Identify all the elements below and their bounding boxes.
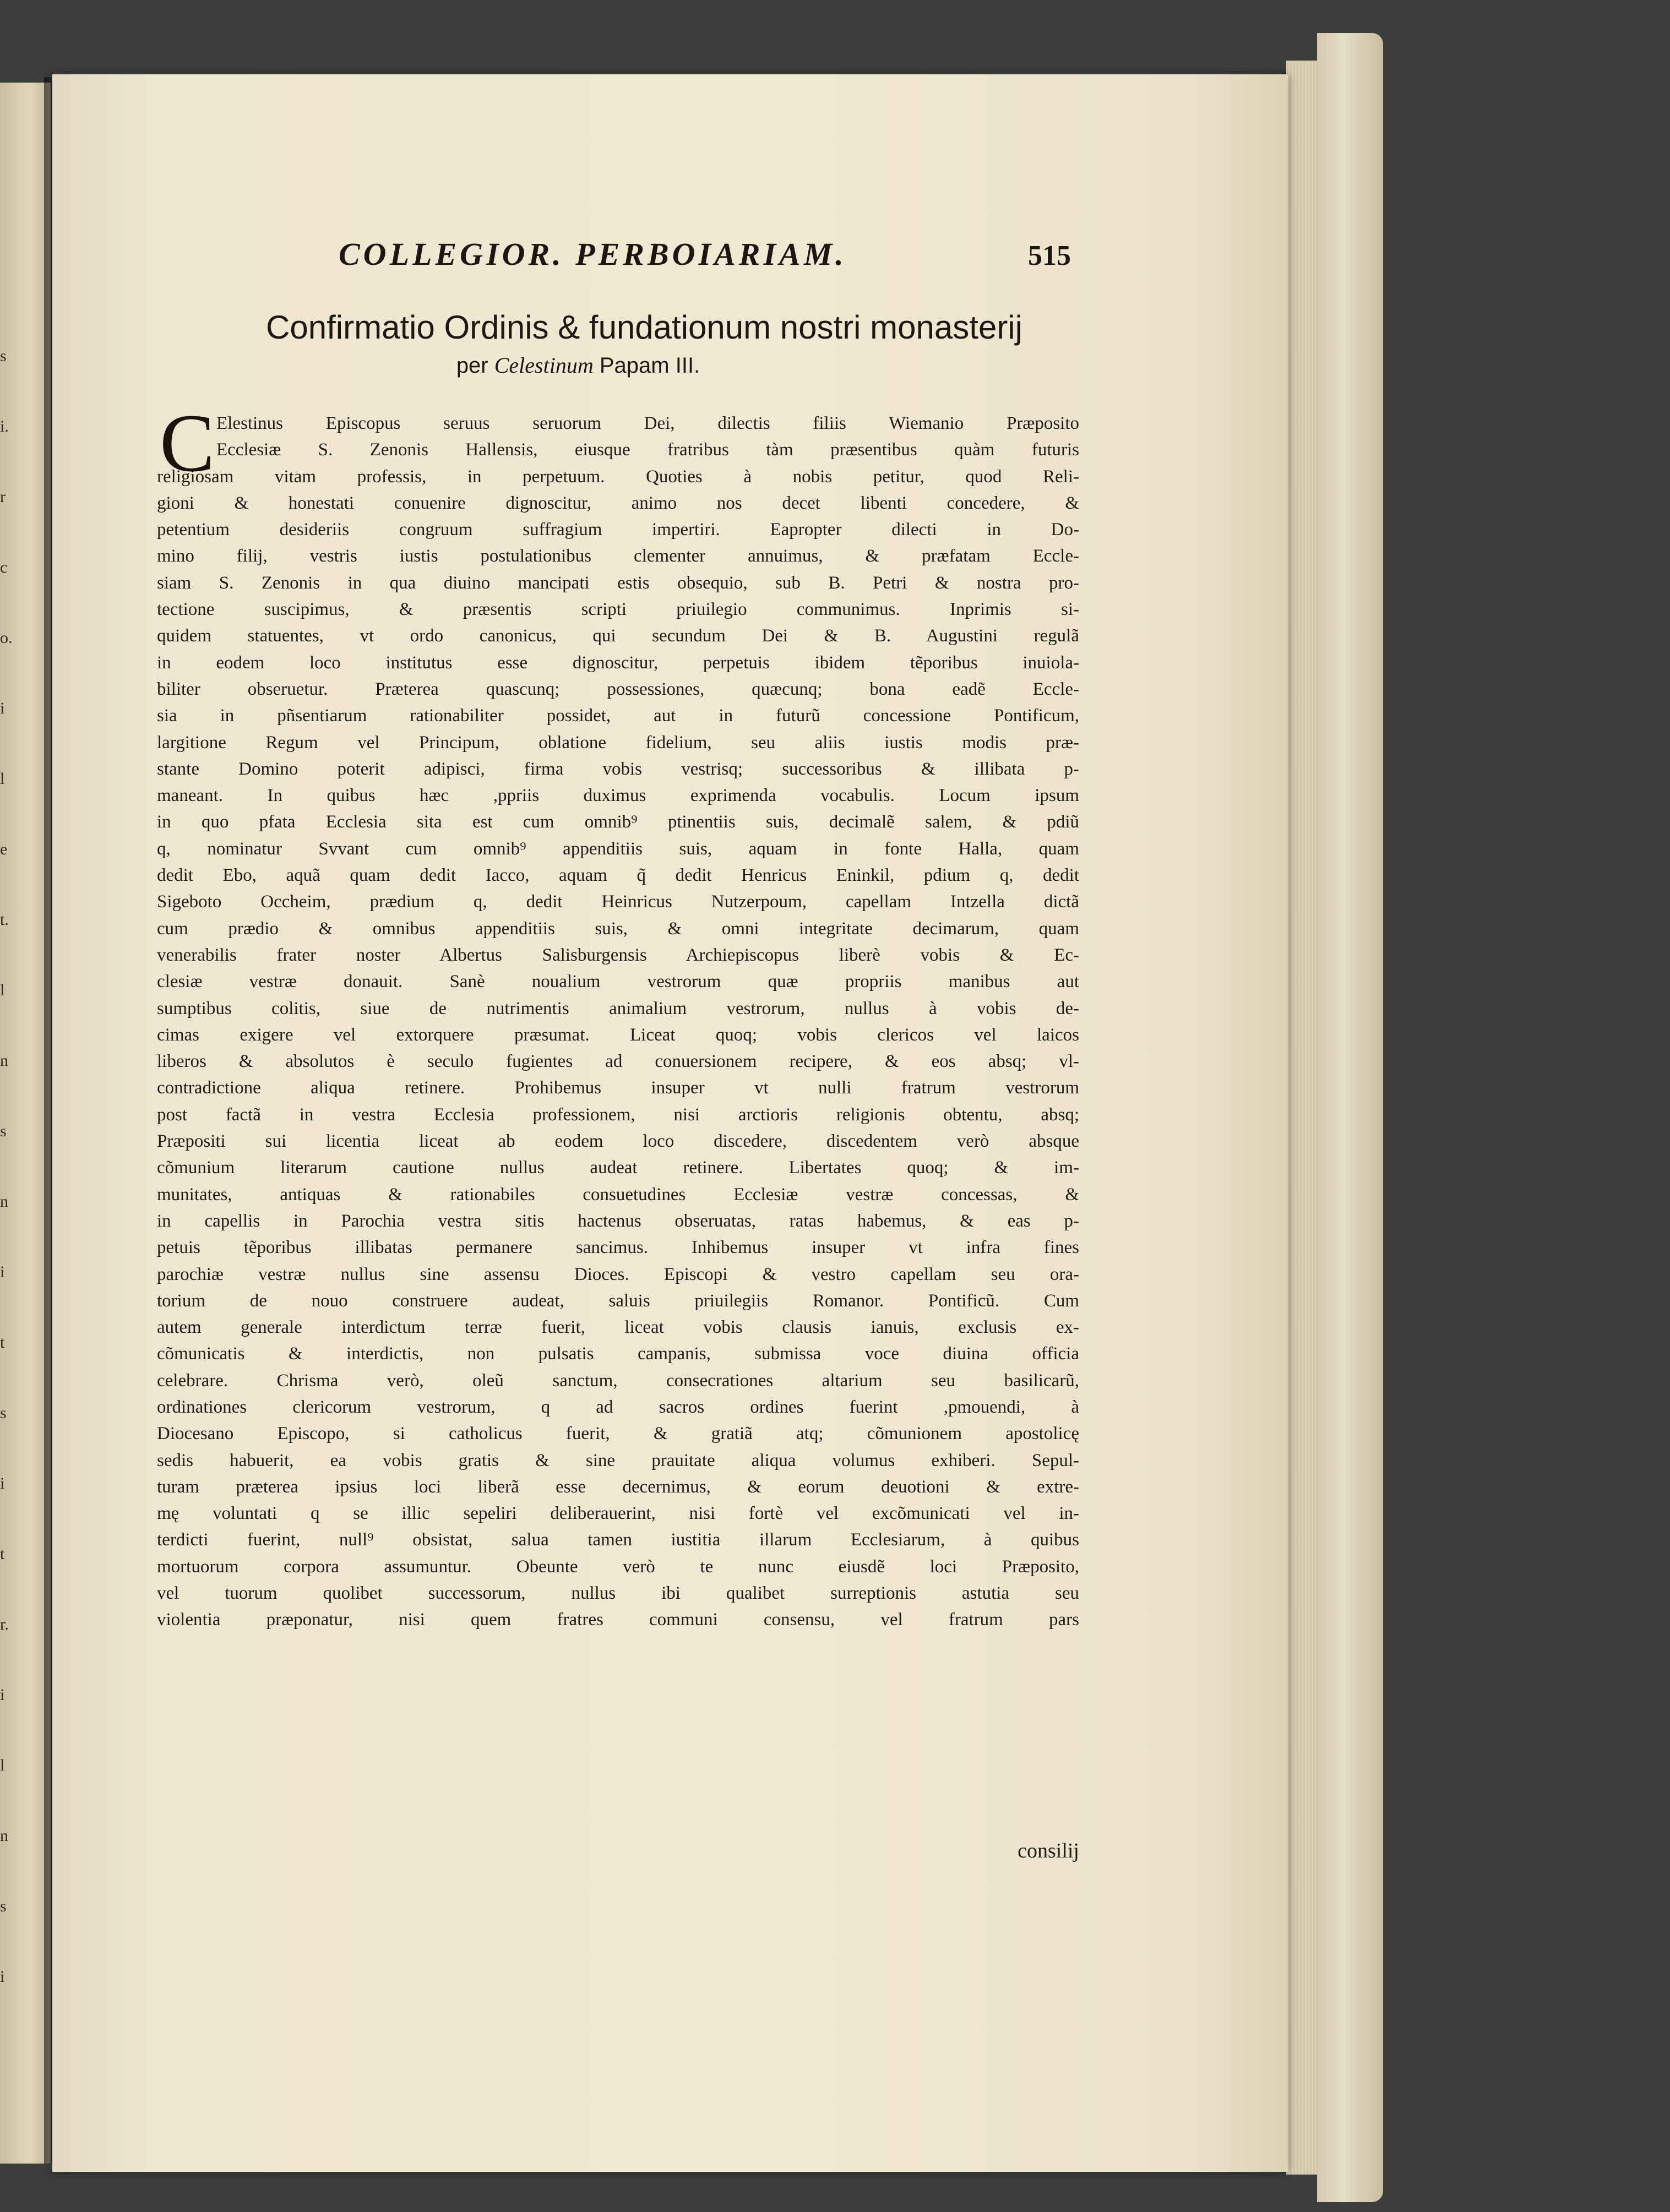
body-text	[157, 410, 1079, 1633]
margin-letter: i	[0, 699, 5, 717]
margin-letter: i	[0, 1263, 5, 1281]
text-line: Ecclesiæ S. Zenonis Hallensis, eiusque fratribus tàm præsentibus quàm futuris	[216, 440, 1079, 460]
text-line: torium de nouo construere audeat, saluis priuilegiis Romanor. Pontificũ. Cum	[157, 1290, 1079, 1311]
text-line: cõmunium literarum cautione nullus audeat retinere. Libertates quoq; & im-	[157, 1158, 1079, 1178]
text-line: terdicti fuerint, null⁹ obsistat, salua tamen iustitia illarum Ecclesiarum, à quibus	[157, 1530, 1079, 1550]
margin-letter: i	[0, 1968, 5, 1986]
margin-letter: r	[0, 488, 6, 506]
text-line: sumptibus colitis, siue de nutrimentis animalium vestrorum, nullus à vobis de-	[157, 998, 1079, 1018]
text-line: cimas exigere vel extorquere præsumat. Liceat quoq; vobis clericos vel laicos	[157, 1025, 1079, 1045]
text-line: ordinationes clericorum vestrorum, q ad sacros ordines fuerint ,pmouendi, à	[157, 1397, 1079, 1417]
text-line: cõmunicatis & interdictis, non pulsatis campanis, submissa voce diuina officia	[157, 1344, 1079, 1364]
chapter-subheading	[385, 352, 771, 385]
text-line: largitione Regum vel Principum, oblatione fidelium, seu aliis iustis modis præ-	[157, 732, 1079, 753]
text-line: autem generale interdictum terræ fuerit, liceat vobis clausis ianuis, exclusis ex-	[157, 1317, 1079, 1338]
text-line: q, nominatur Svvant cum omnib⁹ appenditiis suis, aquam in fonte Halla, quam	[157, 838, 1079, 859]
book-cover	[1317, 33, 1383, 2202]
margin-letter: s	[0, 1897, 7, 1915]
margin-letter: i	[0, 1474, 5, 1492]
text-line: contradictione aliqua retinere. Prohibemus insuper vt nulli fratrum vestrorum	[157, 1078, 1079, 1098]
text-line: siam S. Zenonis in qua diuino mancipati estis obsequio, sub B. Petri & nostra pro-	[157, 573, 1079, 593]
margin-letter: o.	[0, 629, 13, 647]
subheading-suffix: Papam III.	[599, 353, 700, 378]
margin-letter: t	[0, 1545, 5, 1563]
margin-letter: s	[0, 1122, 7, 1140]
text-line: quidem statuentes, vt ordo canonicus, qui secundum Dei & B. Augustini regulã	[157, 626, 1079, 646]
text-line: gioni & honestati conuenire dignoscitur, animo nos decet libenti concedere, &	[157, 493, 1079, 513]
running-title: COLLEGIOR. PERBOIARIAM.	[339, 236, 847, 272]
text-line: mino filij, vestris iustis postulationibus clementer annuimus, & præfatam Eccle-	[157, 546, 1079, 566]
margin-letter: l	[0, 770, 5, 788]
margin-letter: i	[0, 1686, 5, 1704]
text-line: petentium desideriis congruum suffragium impertiri. Eapropter dilecti in Do-	[157, 520, 1079, 540]
text-line: in quo pfata Ecclesia sita est cum omnib⁹ ptinentiis suis, decimalẽ salem, & pdiũ	[157, 812, 1079, 832]
margin-letter: n	[0, 1192, 8, 1211]
text-line: maneant. In quibus hæc ,ppriis duximus exprimenda vocabulis. Locum ipsum	[157, 786, 1079, 806]
text-line: in capellis in Parochia vestra sitis hactenus obseruatas, ratas habemus, & eas p-	[157, 1211, 1079, 1231]
text-line: violentia præponatur, nisi quem fratres communi consensu, vel fratrum pars	[157, 1610, 1079, 1630]
text-line: religiosam vitam professis, in perpetuum. Quoties à nobis petitur, quod Reli-	[157, 466, 1079, 487]
text-line: Sigeboto Occheim, prædium q, dedit Heinricus Nutzerpoum, capellam Intzella dictã	[157, 892, 1079, 912]
text-line: munitates, antiquas & rationabiles consuetudines Ecclesiæ vestræ concessas, &	[157, 1184, 1079, 1205]
facing-page-edge	[0, 83, 51, 2164]
text-line: turam præterea ipsius loci liberã esse decernimus, & eorum deuotioni & extre-	[157, 1477, 1079, 1497]
margin-letter: n	[0, 1827, 8, 1845]
text-line: clesiæ vestræ donauit. Sanè noualium vestrorum quæ propriis manibus aut	[157, 972, 1079, 992]
text-line: Diocesano Episcopo, si catholicus fuerit, & gratiã atq; cõmunionem apostolicę	[157, 1424, 1079, 1444]
margin-letter: r.	[0, 1615, 9, 1633]
text-line: in eodem loco institutus esse dignoscitur, perpetuis ibidem tẽporibus inuiola-	[157, 652, 1079, 673]
text-line: parochiæ vestræ nullus sine assensu Dioces. Episcopi & vestro capellam seu ora-	[157, 1264, 1079, 1284]
text-line: post factã in vestra Ecclesia professionem, nisi arctioris religionis obtentu, absq;	[157, 1104, 1079, 1125]
text-line: tectione suscipimus, & præsentis scripti priuilegio communimus. Inprimis si-	[157, 600, 1079, 620]
margin-letter: n	[0, 1051, 8, 1070]
text-line: sia in pñsentiarum rationabiliter possidet, aut in futurũ concessione Pontificum,	[157, 706, 1079, 726]
margin-letter: l	[0, 1756, 5, 1774]
margin-letter: s	[0, 347, 7, 365]
text-line: Præpositi sui licentia liceat ab eodem loco discedere, discedentem verò absque	[157, 1131, 1079, 1152]
subheading-name: Celestinum	[494, 353, 594, 378]
margin-letter: l	[0, 981, 5, 999]
text-line: mortuorum corpora assumuntur. Obeunte verò te nunc eiusdẽ loci Præposito,	[157, 1556, 1079, 1577]
page-number: 515	[1028, 240, 1071, 271]
text-line: venerabilis frater noster Albertus Salisburgensis Archiepiscopus liberè vobis & Ec-	[157, 945, 1079, 965]
drop-cap: C	[160, 397, 215, 489]
text-line: celebrare. Chrisma verò, oleũ sanctum, consecrationes altarium seu basilicarũ,	[157, 1370, 1079, 1391]
text-line: dedit Ebo, aquã quam dedit Iacco, aquam q̃ dedit Henricus Eninkil, pdium q, dedit	[157, 865, 1079, 886]
text-line: vel tuorum quolibet successorum, nullus ibi qualibet surreptionis astutia seu	[157, 1583, 1079, 1604]
margin-letter: i.	[0, 417, 9, 435]
margin-letter: c	[0, 558, 8, 576]
running-head	[339, 236, 1071, 274]
subheading-prefix: per	[456, 353, 488, 378]
facing-page-margin-letters	[0, 347, 17, 2038]
text-line: mę voluntati q se illic sepeliri deliberauerint, nisi fortè vel excõmunicati vel in-	[157, 1503, 1079, 1524]
page-block-edges	[1286, 61, 1319, 2175]
margin-letter: s	[0, 1404, 7, 1422]
catchword: consilij	[1018, 1839, 1079, 1862]
text-line: stante Domino poterit adipisci, firma vobis vestrisq; successoribus & illibata p-	[157, 759, 1079, 779]
text-line: liberos & absolutos è seculo fugientes ad conuersionem recipere, & eos absq; vl-	[157, 1051, 1079, 1072]
text-line: Elestinus Episcopus seruus seruorum Dei, dilectis filiis Wiemanio Præposito	[216, 413, 1079, 433]
text-line: biliter obseruetur. Præterea quascunq; possessiones, quæcunq; bona eadẽ Eccle-	[157, 679, 1079, 699]
margin-letter: t.	[0, 911, 9, 929]
chapter-heading: Confirmatio Ordinis & fundationum nostri monasterij	[266, 309, 1022, 346]
text-line: sedis habuerit, ea vobis gratis & sine prauitate aliqua volumus exhiberi. Sepul-	[157, 1450, 1079, 1470]
margin-letter: e	[0, 840, 8, 858]
text-line: cum prædio & omnibus appenditiis suis, & omni integritate decimarum, quam	[157, 918, 1079, 939]
margin-letter: t	[0, 1333, 5, 1352]
text-line: petuis tẽporibus illibatas permanere sancimus. Inhibemus insuper vt infra fines	[157, 1238, 1079, 1258]
